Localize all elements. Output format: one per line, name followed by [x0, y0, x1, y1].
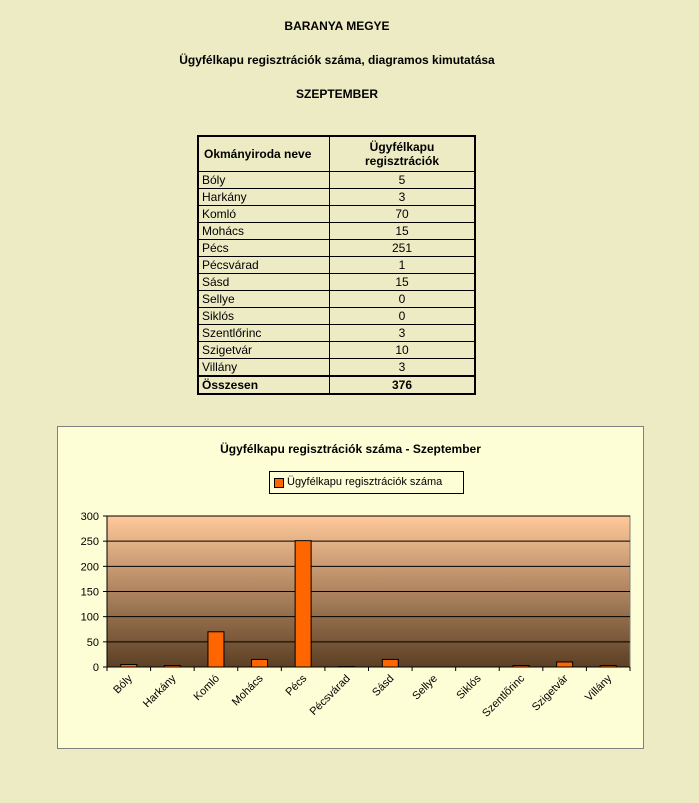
office-name-cell: Sellye: [198, 291, 330, 308]
bar: [295, 541, 311, 667]
x-tick-label: Szentlőrinc: [480, 672, 528, 720]
col-office-name: Okmányiroda neve: [198, 136, 330, 172]
registrations-cell: 15: [330, 223, 476, 240]
registrations-cell: 251: [330, 240, 476, 257]
table-row: [198, 291, 475, 308]
bar: [382, 659, 398, 667]
x-tick-label: Harkány: [141, 672, 179, 711]
registrations-cell: 3: [330, 359, 476, 377]
table-row: [198, 359, 475, 377]
registrations-cell: 70: [330, 206, 476, 223]
y-tick-label: 200: [80, 561, 99, 574]
legend-label: Ügyfélkapu regisztrációk száma: [287, 476, 443, 488]
office-name-cell: Sásd: [198, 274, 330, 291]
y-tick-label: 50: [86, 636, 99, 649]
x-tick-label: Bóly: [111, 672, 135, 697]
y-tick-label: 100: [80, 611, 99, 624]
x-tick-label: Komló: [191, 672, 223, 704]
total-label: Összesen: [198, 376, 330, 394]
total-value: 376: [330, 376, 476, 394]
bar: [252, 659, 268, 667]
bar: [121, 664, 137, 667]
registrations-cell: 15: [330, 274, 476, 291]
office-name-cell: Szentlőrinc: [198, 325, 330, 342]
office-name-cell: Siklós: [198, 308, 330, 325]
table-row: [198, 189, 475, 206]
table-row: [198, 223, 475, 240]
x-tick-label: Szigetvár: [529, 672, 571, 714]
registrations-cell: 10: [330, 342, 476, 359]
table-row: [198, 240, 475, 257]
y-tick-label: 150: [80, 586, 99, 599]
registrations-cell: 0: [330, 308, 476, 325]
chart-area: [57, 426, 644, 749]
table-row: [198, 342, 475, 359]
registrations-cell: 0: [330, 291, 476, 308]
registrations-cell: 3: [330, 189, 476, 206]
office-name-cell: Pécs: [198, 240, 330, 257]
table-row: [198, 206, 475, 223]
x-tick-label: Villány: [583, 672, 615, 704]
table-row: [198, 274, 475, 291]
bar: [600, 665, 616, 667]
office-name-cell: Szigetvár: [198, 342, 330, 359]
x-tick-label: Pécsvárad: [307, 672, 353, 718]
report-subtitle: Ügyfélkapu regisztrációk száma, diagramos kimutatása: [179, 53, 495, 67]
table-row: [198, 257, 475, 274]
table-row: [198, 172, 475, 189]
registrations-table: [197, 135, 476, 395]
bar: [208, 632, 224, 667]
total-row: [198, 376, 475, 394]
y-tick-label: 250: [80, 536, 99, 549]
x-tick-label: Pécs: [283, 672, 310, 699]
office-name-cell: Harkány: [198, 189, 330, 206]
chart-title: Ügyfélkapu regisztrációk száma - Szeptember: [220, 442, 481, 456]
x-tick-label: Mohács: [229, 672, 266, 709]
office-name-cell: Komló: [198, 206, 330, 223]
bar-chart: [58, 427, 643, 748]
office-name-cell: Bóly: [198, 172, 330, 189]
bar: [513, 665, 529, 667]
y-tick-label: 0: [92, 662, 99, 674]
office-name-cell: Pécsvárad: [198, 257, 330, 274]
x-tick-label: Sellye: [410, 672, 440, 703]
bar: [557, 662, 573, 667]
table-row: [198, 325, 475, 342]
county-title: BARANYA MEGYE: [284, 19, 390, 33]
registrations-cell: 1: [330, 257, 476, 274]
table-row: [198, 308, 475, 325]
bar: [339, 666, 355, 667]
registrations-cell: 5: [330, 172, 476, 189]
month-title: SZEPTEMBER: [295, 87, 378, 101]
bar: [164, 665, 180, 667]
office-name-cell: Mohács: [198, 223, 330, 240]
x-tick-label: Siklós: [454, 672, 484, 702]
y-tick-label: 300: [80, 511, 99, 523]
registrations-cell: 3: [330, 325, 476, 342]
x-tick-label: Sásd: [370, 672, 397, 699]
col-registrations: Ügyfélkapu regisztrációk: [330, 136, 476, 172]
office-name-cell: Villány: [198, 359, 330, 377]
